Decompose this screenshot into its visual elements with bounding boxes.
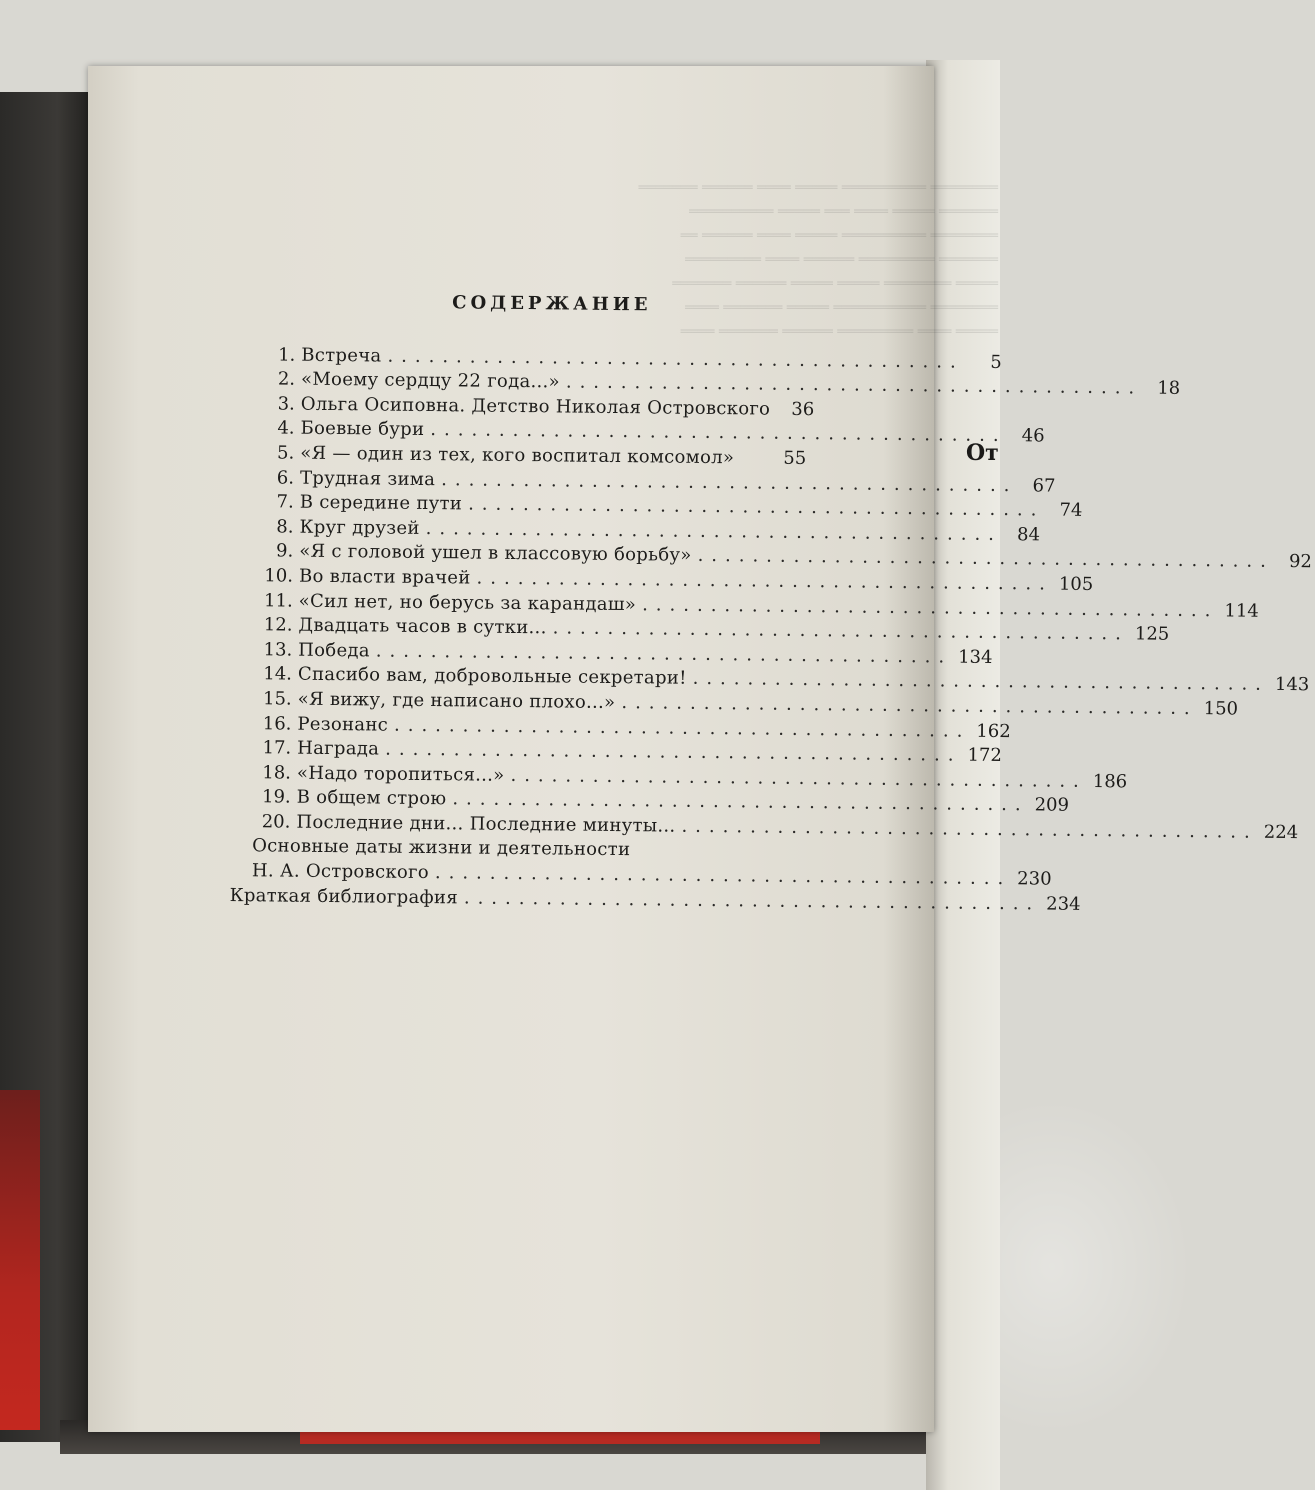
leader-dots: .......................................... [375, 640, 953, 668]
leader-dots: .......................................... [642, 593, 1219, 621]
toc-entry-page: 224 [1263, 821, 1299, 844]
leader-dots: .......................................... [621, 691, 1198, 719]
book-cover-red-edge [0, 1090, 40, 1430]
leader-dots: .......................................... [697, 545, 1275, 573]
toc-entry-title: Награда [297, 737, 380, 760]
toc-entry-number: 6. [276, 467, 295, 489]
toc-entry-title: Последние дни... Последние минуты... [296, 811, 676, 837]
toc-entry-title: Во власти врачей [298, 565, 471, 589]
toc-list [229, 341, 1313, 915]
toc-entry-number: 18. [262, 761, 292, 784]
toc-entry-page: 36 [791, 398, 815, 420]
toc-entry-number: 1. [278, 344, 296, 366]
toc-entry-number: 20. [261, 811, 291, 833]
toc-entry-page: 92 [1288, 551, 1313, 573]
toc-entry-title: «Надо торопиться...» [296, 762, 505, 786]
toc-entry-number: 7. [276, 491, 294, 513]
toc-entry-title: Ольга Осиповна. Детство Николая Островского [300, 393, 771, 420]
leader-dots: .......................................... [468, 493, 1045, 521]
toc-entry-number: 4. [277, 417, 295, 439]
leader-dots: .......................................... [385, 738, 962, 766]
toc-entry-title: Круг друзей [299, 516, 420, 539]
toc-entry-title: Трудная зима [299, 467, 436, 490]
toc-entry-title: Встреча [301, 344, 382, 367]
leader-dots: .......................................... [692, 668, 1270, 696]
toc-entry-page: 114 [1224, 599, 1259, 622]
toc-entry-number: 16. [262, 712, 292, 735]
toc-entry-page: 134 [958, 646, 993, 668]
toc-entry-page: 55 [783, 447, 807, 469]
toc-entry-page: 84 [1016, 523, 1041, 546]
toc-entry-page: 5 [990, 351, 1002, 373]
toc-entry-title: В середине пути [299, 491, 463, 515]
right-page-text-fragment: От [966, 440, 999, 466]
toc-entry-number: 10. [264, 565, 294, 587]
leader-dots: .......................................... [393, 714, 971, 742]
table-of-contents [229, 290, 1313, 915]
toc-entry-page: 46 [1021, 425, 1045, 447]
toc-entry-number: 13. [263, 639, 293, 661]
toc-entry-number: 19. [261, 786, 291, 808]
toc-entry-page: 162 [976, 720, 1011, 742]
toc-entry-page: 172 [967, 744, 1002, 767]
leader-dots: .......................................... [434, 862, 1012, 890]
leader-dots: .......................................... [476, 567, 1053, 595]
toc-entry-title: Основные даты жизни и деятельности [252, 835, 631, 861]
toc-entry-page: 18 [1157, 377, 1181, 400]
toc-entry-number: 14. [263, 663, 293, 685]
toc-entry-page: 74 [1059, 499, 1083, 522]
toc-entry-number: 12. [263, 614, 293, 636]
toc-entry-page: 125 [1134, 623, 1170, 645]
toc-entry-page: 209 [1034, 794, 1070, 817]
toc-entry-number: 15. [262, 688, 292, 710]
toc-entry-number: 2. [277, 368, 296, 390]
toc-entry-title: «Я с головой ушел в классовую борьбу» [299, 541, 692, 567]
toc-entry-page: 234 [1046, 893, 1081, 915]
leader-dots: .......................................... [430, 419, 1007, 447]
toc-entry-page: 230 [1017, 868, 1052, 890]
toc-entry-number: 9. [275, 540, 294, 562]
toc-entry-title: Победа [298, 639, 370, 662]
toc-entry-page: 67 [1032, 474, 1056, 497]
leader-dots: .......................................... [387, 345, 964, 373]
leader-dots: .......................................... [452, 788, 1029, 816]
leader-dots: .......................................... [463, 887, 1041, 915]
toc-entry-page: 150 [1203, 698, 1239, 720]
leader-dots: .......................................... [552, 617, 1130, 645]
toc-entry-title: В общем строю [296, 786, 447, 810]
toc-entry-title: Боевые бури [300, 418, 425, 441]
toc-entry-number: 8. [276, 516, 294, 538]
leader-dots: .......................................... [425, 517, 1003, 545]
toc-entry-page: 143 [1274, 674, 1310, 696]
leader-dots: .......................................... [565, 371, 1143, 399]
toc-entry-title: «Сил нет, но берусь за карандаш» [298, 590, 637, 615]
toc-entry-title: «Я вижу, где написано плохо...» [297, 688, 616, 713]
leader-dots: .......................................... [681, 815, 1258, 843]
leader-dots: .......................................... [510, 764, 1087, 792]
toc-entry-title: «Моему сердцу 22 года...» [300, 368, 561, 393]
toc-entry-title: Резонанс [297, 713, 389, 736]
toc-entry-number: 17. [262, 737, 292, 759]
toc-entry-page: 105 [1058, 573, 1094, 595]
show-through-text: ════════ ══════════ ═════ ════ ══════ ═══════ ═══════ ═════ ════ ═══ ═════ ══════════ ════════ ══════════ ═════ ════ ══════ ══ ═══════ ═════════ ══════ ════ ═════════ ═════ ════════ ═════ ═════ ══════ ═══════ ════════ ═══════════ ═════ ═══════ ════ ═════ ════ ═════════ ══════ ═══════ ════ [638, 180, 998, 340]
toc-entry-title: Двадцать часов в сутки... [298, 614, 547, 639]
toc-entry-page: 186 [1092, 770, 1128, 793]
toc-heading: СОДЕРЖАНИЕ [452, 292, 652, 316]
toc-entry-title: Н. А. Островского [251, 860, 430, 884]
toc-entry-number: 11. [264, 589, 293, 612]
toc-entry-title: «Я — один из тех, кого воспитал комсомол» [300, 442, 735, 469]
leader-dots: .......................................... [441, 468, 1018, 496]
toc-entry-title: Краткая библиография [229, 884, 459, 909]
toc-entry-number: 3. [277, 393, 295, 415]
toc-entry-title: Спасибо вам, добровольные секретари! [297, 663, 687, 690]
toc-entry-number: 5. [276, 442, 295, 464]
